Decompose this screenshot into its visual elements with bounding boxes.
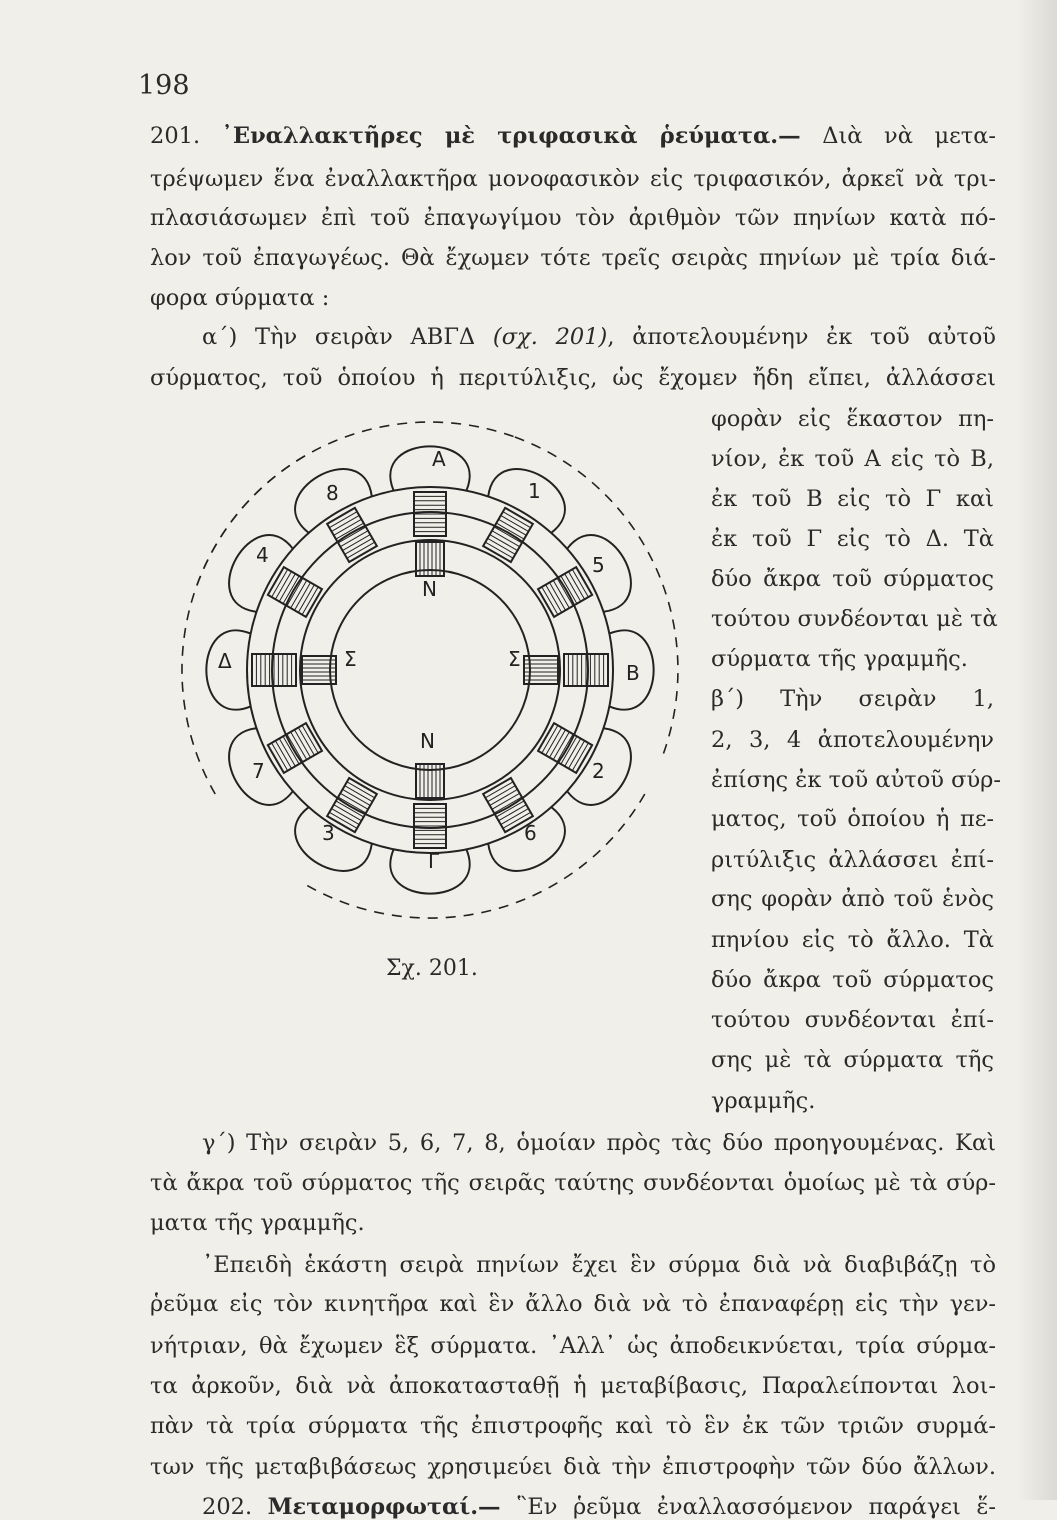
winding-loop xyxy=(390,446,469,490)
text-line xyxy=(150,1415,996,1438)
text-span: πηνίου εἰς τὸ ἄλλο. Τὰ xyxy=(711,927,994,953)
text-span: δύο ἄκρα τοῦ σύρματος xyxy=(711,967,994,993)
text-line xyxy=(150,1212,996,1235)
text-line xyxy=(150,207,996,230)
text-line xyxy=(711,528,994,551)
figure-label-n1: 1 xyxy=(528,479,541,503)
text-line xyxy=(711,969,994,992)
text-line xyxy=(711,606,998,632)
figure-label-g: Γ xyxy=(428,849,440,873)
figure-label-a: Α xyxy=(432,447,446,471)
text-line xyxy=(711,729,994,752)
text-span: ματα τῆς γραμμῆς. xyxy=(150,1210,365,1236)
text-span: τρέψωμεν ἕνα ἐναλλακτῆρα μονοφασικὸν εἰς τριφασικόν, ἀρκεῖ νὰ τρι- xyxy=(150,166,996,192)
figure-labels xyxy=(218,447,640,873)
stator-coil xyxy=(538,567,592,617)
figure-label-n6: 6 xyxy=(524,821,537,845)
text-line xyxy=(711,688,994,711)
text-span: 2, 3, 4 ἀποτελουμένην xyxy=(711,727,994,753)
text-line xyxy=(711,1090,994,1113)
text-span: γραμμῆς. xyxy=(711,1088,816,1114)
text-span: νίον, ἐκ τοῦ Α εἰς τὸ Β, xyxy=(711,446,994,472)
text-line xyxy=(150,1172,996,1195)
stator-coil xyxy=(252,654,296,686)
text-line xyxy=(202,1132,996,1155)
text-span: ᾿Επειδὴ ἑκάστη σειρὰ πηνίων ἔχει ἓν σύρμα διὰ νὰ διαβιβάζῃ τὸ xyxy=(202,1252,996,1278)
text-span: γ΄) Τὴν σειρὰν 5, 6, 7, 8, ὁμοίαν πρὸς τὰς δύο προηγουμένας. Καὶ xyxy=(202,1130,996,1156)
text-line xyxy=(150,247,996,270)
text-span: φορα σύρματα : xyxy=(150,285,330,311)
page-number: 198 xyxy=(138,70,190,101)
text-span: ριτύλιξις ἀλλάσσει ἐπί- xyxy=(711,847,994,873)
text-line xyxy=(711,929,994,952)
text-line xyxy=(150,168,996,191)
text-line xyxy=(711,568,994,591)
text-span: α΄) Τὴν σειρὰν ΑΒΓΔ xyxy=(202,324,493,350)
text-span: τούτου συνδέονται ἐπί- xyxy=(711,1007,994,1033)
page-edge-shadow xyxy=(1017,0,1057,1500)
figure-label-d: Δ xyxy=(218,649,232,673)
text-span: τὰ ἄκρα τοῦ σύρματος τῆς σειρᾶς ταύτης συνδέονται ὁμοίως μὲ τὰ σύρ- xyxy=(150,1170,996,1196)
text-line xyxy=(711,767,1001,793)
text-span: σύρματα τῆς γραμμῆς. xyxy=(711,646,968,672)
text-span: ῥεῦμα εἰς τὸν κινητῆρα καὶ ἓν ἄλλο διὰ νὰ τὸ ἐπαναφέρῃ εἰς τὴν γεν- xyxy=(150,1291,996,1317)
text-line xyxy=(150,1293,996,1316)
stator-coil xyxy=(268,723,322,773)
text-span: πὰν τὰ τρία σύρματα τῆς ἐπιστροφῆς καὶ τὸ ἓν ἐκ τῶν τριῶν συρμά- xyxy=(150,1413,996,1439)
text-line xyxy=(202,326,996,349)
text-span: σύρματος, τοῦ ὁποίου ἡ περιτύλιξις, ὡς ἔχομεν ἤδη εἴπει, ἀλλάσσει xyxy=(150,365,996,391)
text-span: , ἀποτελουμένην ἐκ τοῦ αὐτοῦ xyxy=(607,324,996,350)
text-span: ἐκ τοῦ Γ εἰς τὸ Δ. Τὰ xyxy=(711,526,994,552)
text-line xyxy=(202,1496,996,1519)
figure-label-n7: 7 xyxy=(252,759,265,783)
text-span: β΄) Τὴν σειρὰν 1, xyxy=(711,686,994,712)
figure-label-n8: 8 xyxy=(326,481,339,505)
figure-label-n2: 2 xyxy=(592,759,605,783)
text-line xyxy=(711,448,994,471)
stator-coil xyxy=(327,508,377,562)
stator-coil xyxy=(414,492,446,536)
stator-inner-ring xyxy=(272,512,588,828)
text-span: δύο ἄκρα τοῦ σύρματος xyxy=(711,566,994,592)
text-span: 201. xyxy=(150,123,222,149)
text-span: Διὰ νὰ μετα- xyxy=(800,123,997,149)
stator-coils xyxy=(252,492,608,848)
figure-label-n-bottom: N xyxy=(420,729,435,753)
figure-label-n-top: N xyxy=(422,577,437,601)
text-span: λον τοῦ ἐπαγωγέως. Θὰ ἔχωμεν τότε τρεῖς σειρὰς πηνίων μὲ τρία διά- xyxy=(150,245,996,271)
figure-label-n4: 4 xyxy=(256,543,269,567)
text-span: τα ἀρκοῦν, διὰ νὰ ἀποκατασταθῇ ἡ μεταβίβασις, Παραλείπονται λοι- xyxy=(150,1373,996,1399)
text-span: 202. xyxy=(202,1494,268,1520)
figure-label-n3: 3 xyxy=(322,821,335,845)
text-span: ᾿Εναλλακτῆρες μὲ τριφασικὰ ῥεύματα.— xyxy=(221,123,801,149)
text-line xyxy=(711,808,994,831)
text-span: τούτου συνδέονται μὲ τὰ xyxy=(711,606,998,632)
text-span: ἐκ τοῦ Β εἰς τὸ Γ καὶ xyxy=(711,486,994,512)
figure-caption: Σχ. 201. xyxy=(386,956,478,981)
figure-label-b: Β xyxy=(626,661,640,685)
figure-alternator-diagram xyxy=(160,400,700,940)
text-span: ῝Εν ῥεῦμα ἐναλλασσόμενον παράγει ἕ- xyxy=(500,1494,997,1520)
text-span: νήτριαν, θὰ ἔχωμεν ἓξ σύρματα. ᾿Αλλ᾿ ὡς ἀποδεικνύεται, τρία σύρμα- xyxy=(150,1333,996,1359)
text-span: φορὰν εἰς ἕκαστον πη- xyxy=(711,406,994,432)
text-line xyxy=(711,1009,994,1032)
stator-coil xyxy=(538,723,592,773)
figure-label-s-right: Σ xyxy=(508,647,521,671)
text-line xyxy=(150,125,996,148)
text-line xyxy=(150,287,996,310)
text-span: σης φορὰν ἀπὸ τοῦ ἑνὸς xyxy=(711,886,994,912)
text-line xyxy=(711,488,994,511)
text-span: πλασιάσωμεν ἐπὶ τοῦ ἐπαγωγίμου τὸν ἀριθμὸν τῶν πηνίων κατὰ πό- xyxy=(150,205,996,231)
text-span: σης μὲ τὰ σύρματα τῆς xyxy=(711,1047,994,1073)
text-span: (σχ. 201) xyxy=(492,324,608,350)
text-span: των τῆς μεταβιβάσεως χρησιμεύει διὰ τὴν ἐπιστροφὴν τῶν δύο ἄλλων. xyxy=(150,1454,996,1480)
text-span: ἐπίσης ἐκ τοῦ αὐτοῦ σύρ- xyxy=(711,767,1001,793)
text-line xyxy=(711,849,994,872)
text-line xyxy=(711,408,994,431)
stator-coil xyxy=(483,508,533,562)
text-span: Μεταμορφωταί.— xyxy=(267,1494,501,1520)
text-line xyxy=(150,1375,996,1398)
stator-coil xyxy=(414,804,446,848)
figure-label-s-left: Σ xyxy=(344,647,357,671)
stator-coil xyxy=(268,567,322,617)
text-line xyxy=(150,367,996,390)
alternator-diagram xyxy=(160,400,700,940)
figure-label-n5: 5 xyxy=(592,553,605,577)
text-line xyxy=(202,1254,996,1277)
text-line xyxy=(711,1049,994,1072)
coil-loops xyxy=(206,446,653,893)
text-span: ματος, τοῦ ὁποίου ἡ πε- xyxy=(711,806,994,832)
stator-coil xyxy=(564,654,608,686)
text-line xyxy=(150,1456,996,1479)
text-line xyxy=(150,1335,996,1358)
text-line xyxy=(711,888,994,911)
text-line xyxy=(711,648,994,671)
